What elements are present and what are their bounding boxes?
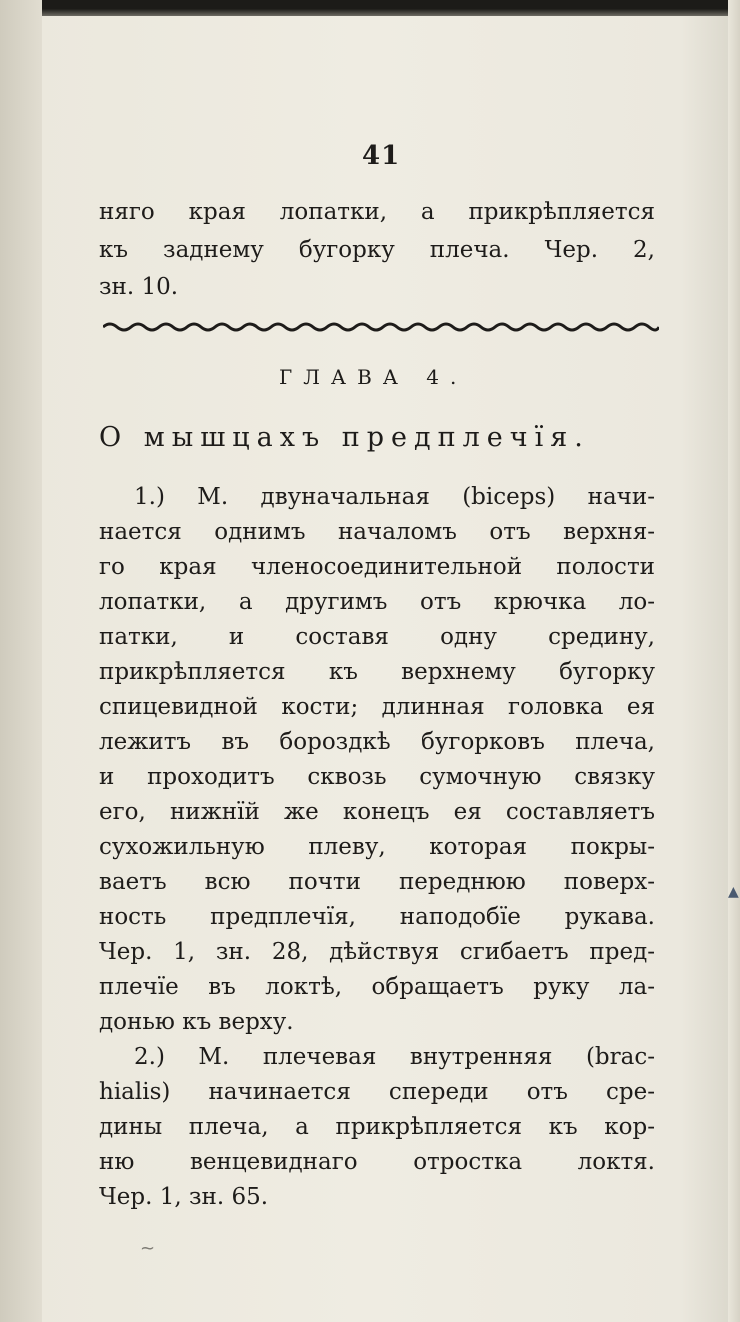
- text-line: няго края лопатки, а прикрѣпляется: [99, 199, 655, 225]
- page-number: 41: [362, 141, 401, 171]
- text-line: ность предплечїя, наподобїе рукава.: [99, 904, 655, 930]
- text-line: плечїе въ локтѣ, обращаетъ руку ла-: [99, 974, 655, 1000]
- page-gutter: [0, 0, 42, 1322]
- text-line: го края членосоединительной полости: [99, 554, 655, 580]
- decorative-wavy-rule: [103, 320, 659, 334]
- section-heading: О мышцахъ предплечїя.: [99, 422, 590, 453]
- ink-speck: ~: [140, 1238, 156, 1259]
- text-line: донью къ верху.: [99, 1009, 294, 1035]
- text-line: зн. 10.: [99, 274, 179, 300]
- text-line: ню венцевиднаго отростка локтя.: [99, 1149, 655, 1175]
- text-line: лопатки, а другимъ отъ крючка ло-: [99, 589, 655, 615]
- text-line: hialis) начинается спереди отъ сре-: [99, 1079, 655, 1105]
- ink-speck: ▲: [728, 884, 739, 900]
- text-line: Чер. 1, зн. 65.: [99, 1184, 269, 1210]
- text-line: Чер. 1, зн. 28, дѣйствуя сгибаетъ пред-: [99, 939, 655, 965]
- text-line: 2.) М. плечевая внутренняя (brac-: [134, 1044, 655, 1070]
- text-line: и проходитъ сквозь сумочную связку: [99, 764, 655, 790]
- text-line: лежитъ въ бороздкѣ бугорковъ плеча,: [99, 729, 655, 755]
- text-line: ваетъ всю почти переднюю поверх-: [99, 869, 655, 895]
- text-line: его, нижнїй же конецъ ея составляетъ: [99, 799, 655, 825]
- text-line: 1.) М. двуначальная (biceps) начи-: [134, 484, 655, 510]
- scan-top-shadow: [0, 0, 740, 16]
- text-line: спицевидной кости; длинная головка ея: [99, 694, 655, 720]
- chapter-title: ГЛАВА 4.: [279, 365, 468, 389]
- text-line: нается однимъ началомъ отъ верхня-: [99, 519, 655, 545]
- text-line: прикрѣпляется къ верхнему бугорку: [99, 659, 655, 685]
- text-line: къ заднему бугорку плеча. Чер. 2,: [99, 237, 655, 263]
- page-edge: [728, 0, 740, 1322]
- text-line: сухожильную плеву, которая покры-: [99, 834, 655, 860]
- text-line: дины плеча, а прикрѣпляется къ кор-: [99, 1114, 655, 1140]
- text-line: патки, и составя одну средину,: [99, 624, 655, 650]
